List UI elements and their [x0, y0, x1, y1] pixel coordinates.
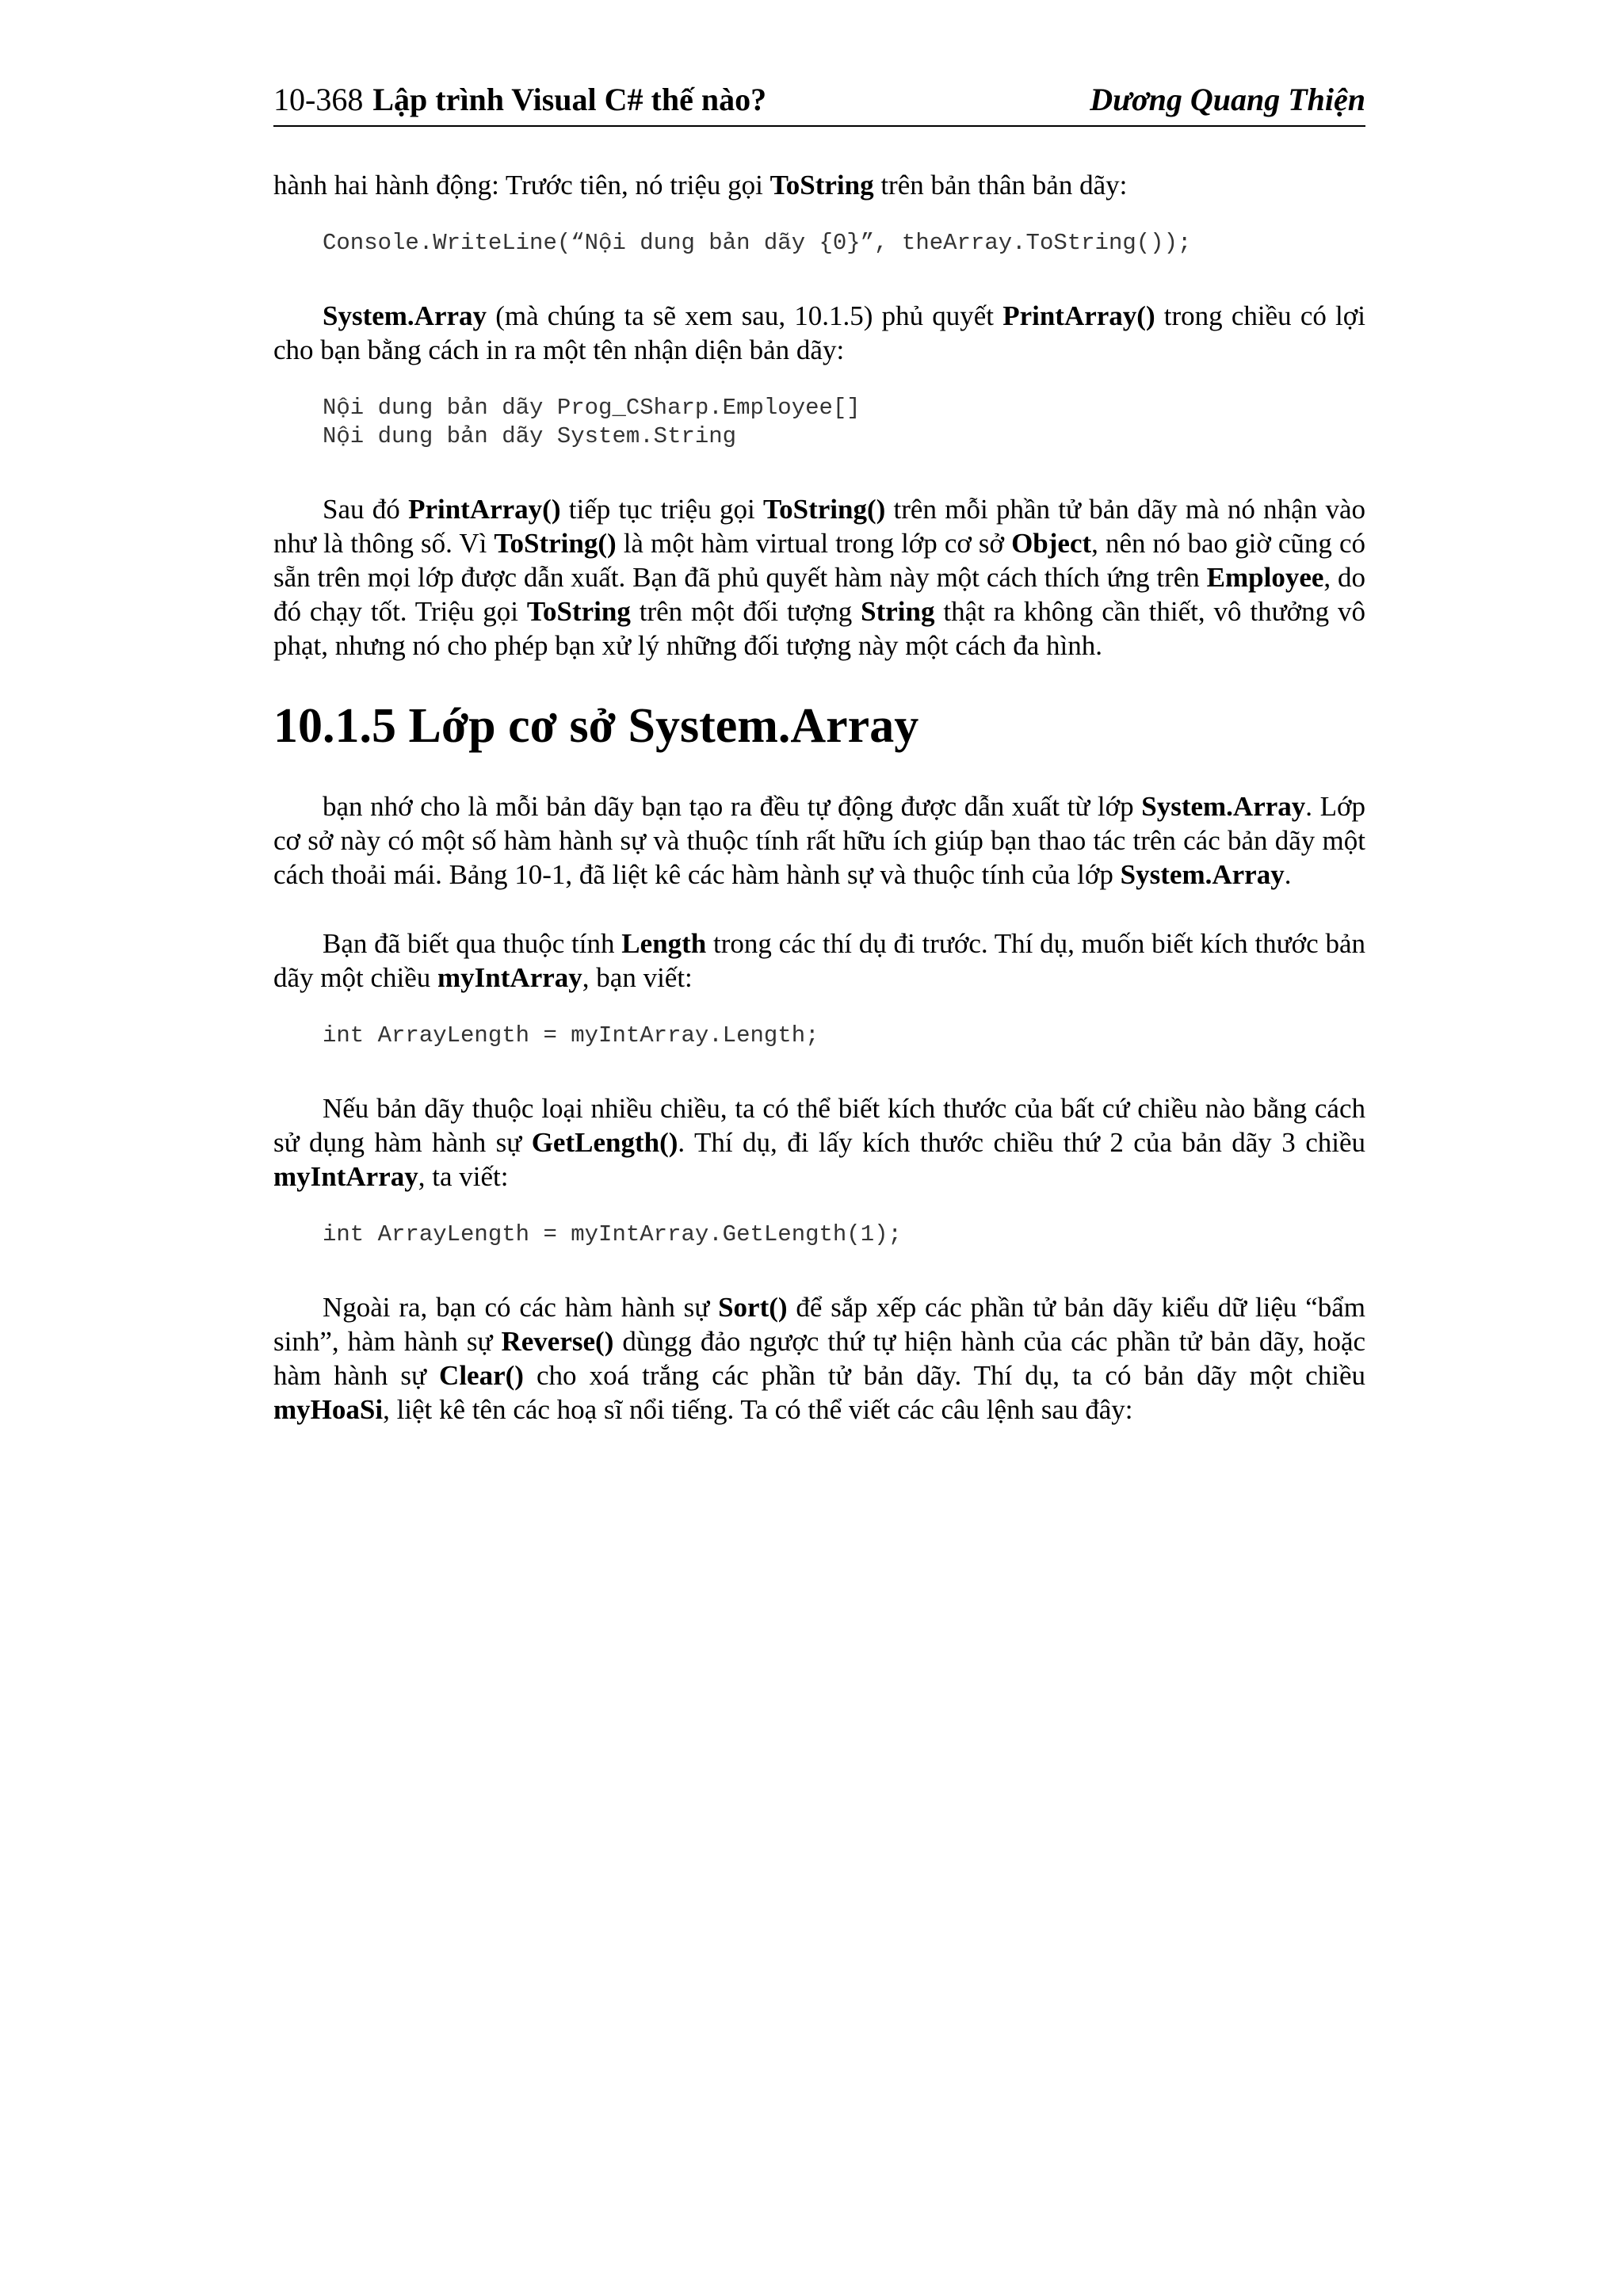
header-rule — [273, 125, 1365, 127]
paragraph-3: Sau đó PrintArray() tiếp tục triệu gọi ToString() trên mỗi phần tử bản dãy mà nó nhận vào như là thông số. Vì ToString() là một hàm virtual trong lớp cơ sở Object, nên nó bao giờ cũng có sẵn trên mọi lớp được dẫn xuất. Bạn đã phủ quyết hàm này một cách thích ứng trên Employee, do đó chạy tốt. Triệu gọi ToString trên một đối tượng String thật ra không cần thiết, vô thưởng vô phạt, nhưng nó cho phép bạn xử lý những đối tượng này một cách đa hình. — [273, 494, 1366, 661]
code-line-2b: Nội dung bản dãy System.String — [323, 423, 737, 449]
document-page — [273, 0, 1365, 2296]
paragraph-6: Nếu bản dãy thuộc loại nhiều chiều, ta có thể biết kích thước của bất cứ chiều nào bằng cách sử dụng hàm hành sự GetLength(). Thí dụ, đi lấy kích thước chiều thứ 2 của bản dãy 3 chiều myIntArray, ta viết: — [273, 1093, 1365, 1192]
author-name: Dương Quang Thiện — [1090, 82, 1365, 117]
code-line-3: int ArrayLength = myIntArray.Length; — [323, 1022, 819, 1049]
paragraph-4: bạn nhớ cho là mỗi bản dãy bạn tạo ra đều tự động được dẫn xuất từ lớp System.Array. Lớp cơ sở này có một số hàm hành sự và thuộc tính rất hữu ích giúp bạn thao tác trên các bản dãy một cách thoải mái. Bảng 10-1, đã liệt kê các hàm hành sự và thuộc tính của lớp System.Array. — [273, 791, 1365, 890]
page-header — [273, 76, 1365, 124]
paragraph-5: Bạn đã biết qua thuộc tính Length trong các thí dụ đi trước. Thí dụ, muốn biết kích thước bản dãy một chiều myIntArray, bạn viết: — [273, 928, 1365, 993]
code-line-2a: Nội dung bản dãy Prog_CSharp.Employee[] — [323, 395, 861, 421]
code-line-1: Console.WriteLine(“Nội dung bản dãy {0}”, theArray.ToString()); — [323, 230, 1192, 256]
paragraph-2: System.Array (mà chúng ta sẽ xem sau, 10.1.5) phủ quyết PrintArray() trong chiều có lợi cho bạn bằng cách in ra một tên nhận diện bản dãy: — [273, 300, 1365, 365]
page-number: 10-368 — [273, 82, 364, 117]
book-title: Lập trình Visual C# thế nào? — [372, 82, 767, 117]
code-line-4: int ArrayLength = myIntArray.GetLength(1); — [323, 1221, 902, 1247]
paragraph-7: Ngoài ra, bạn có các hàm hành sự Sort() để sắp xếp các phần tử bản dãy kiểu dữ liệu “bẩm sinh”, hàm hành sự Reverse() dùngg đảo ngược thứ tự hiện hành của các phần tử bản dãy, hoặc hàm hành sự Clear() cho xoá trắng các phần tử bản dãy. Thí dụ, ta có bản dãy một chiều myHoaSi, liệt kê tên các hoạ sĩ nổi tiếng. Ta có thể viết các câu lệnh sau đây: — [273, 1292, 1366, 1425]
page-body — [273, 168, 1365, 1427]
section-heading: 10.1.5 Lớp cơ sở System.Array — [273, 699, 919, 753]
paragraph-1: hành hai hành động: Trước tiên, nó triệu gọi ToString trên bản thân bản dãy: — [273, 170, 1128, 201]
